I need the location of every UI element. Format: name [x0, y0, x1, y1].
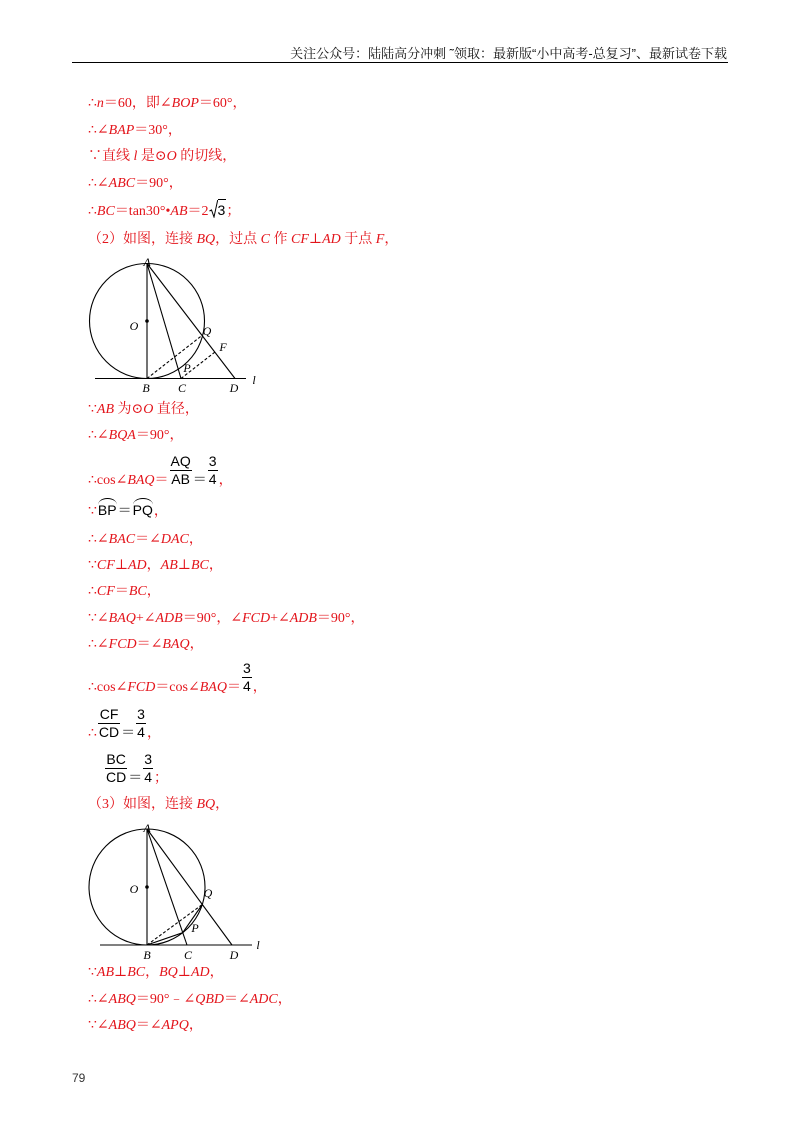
fraction-denominator: 4: [137, 724, 145, 740]
text-run: +∠: [135, 611, 156, 626]
text-run: ，: [146, 558, 161, 573]
text-run: ∵: [88, 402, 97, 417]
text-run: ＝90°，: [135, 428, 184, 443]
math-variable: ADC: [249, 992, 278, 1007]
fraction: [242, 660, 252, 695]
solution-line: [88, 453, 233, 490]
point-label-o: O: [129, 882, 139, 896]
math-variable: BC: [127, 965, 146, 980]
text-run: ＝60，即∠: [103, 96, 172, 111]
radical-stroke: [209, 201, 218, 218]
math-variable: BOP: [171, 96, 199, 111]
text-run: ，: [208, 558, 223, 573]
text-run: ，: [277, 992, 292, 1007]
text-run: ∴: [88, 584, 97, 599]
page-header: [290, 45, 727, 62]
math-variable: ABQ: [108, 992, 136, 1007]
point-label-a: A: [143, 821, 151, 835]
text-run: ，: [153, 504, 168, 519]
math-variable: BQ: [196, 797, 216, 812]
math-variable: BAQ: [162, 637, 190, 652]
fraction: [143, 751, 153, 786]
point-label-f: F: [219, 340, 227, 354]
math-variable: CF: [96, 558, 115, 573]
fraction-numerator: CF: [99, 706, 119, 722]
math-variable: O: [143, 402, 154, 417]
text-run: ＝30°，: [134, 123, 182, 138]
solution-line: [88, 531, 203, 549]
figure-1: [80, 250, 270, 400]
radicand: 3: [218, 199, 227, 218]
math-variable: C: [260, 232, 271, 247]
math-variable: DAC: [160, 532, 189, 547]
text-run: ＝90°，: [316, 611, 365, 626]
math-variable: BAQ: [127, 473, 155, 488]
arc-notation: BP: [97, 502, 117, 518]
segment-ad: [147, 829, 232, 945]
fraction-numerator: 3: [242, 660, 251, 676]
math-variable: BAQ: [108, 611, 136, 626]
segment-ad: [147, 264, 235, 379]
text-run: ∴cos∠: [88, 473, 128, 488]
center-point-o: [145, 319, 149, 323]
math-variable: BQA: [108, 428, 136, 443]
fraction-numerator: 3: [137, 706, 145, 722]
text-run: ∴cos∠: [88, 680, 128, 695]
solution-line: [88, 175, 183, 193]
math-variable: FCD: [242, 611, 271, 626]
math-variable: ADB: [155, 611, 183, 626]
segment-bp: [147, 933, 183, 945]
text-run: ＝cos∠: [155, 680, 200, 695]
text-run: ，: [252, 680, 267, 695]
segment-ac: [147, 829, 187, 945]
text-run: ，: [189, 637, 204, 652]
text-run: ＝∠: [223, 992, 250, 1007]
point-label-q: Q: [203, 886, 213, 900]
fraction-denominator: 4: [242, 678, 251, 694]
point-label-p: P: [191, 921, 199, 935]
solution-line: [88, 796, 229, 814]
text-run: （2）如图，连接: [88, 232, 197, 247]
text-run: ∴: [88, 726, 97, 741]
math-variable: APQ: [161, 1018, 189, 1033]
math-variable: ADB: [289, 611, 317, 626]
text-run: 于点: [340, 232, 376, 247]
text-run: ∵: [88, 965, 97, 980]
fraction: [136, 706, 146, 741]
text-run: ∵直线: [88, 149, 134, 164]
text-run: ，过点: [215, 232, 261, 247]
fraction-denominator: CD: [106, 769, 127, 785]
text-run: （3）如图，连接: [88, 797, 197, 812]
text-run: 是⊙: [137, 149, 167, 164]
text-run: ＝: [114, 584, 129, 599]
math-variable: FCD: [108, 637, 137, 652]
text-run: ＝∠: [135, 532, 161, 547]
math-variable: BAC: [108, 532, 136, 547]
text-run: ∵∠: [88, 1018, 109, 1033]
text-run: ＝90°，∠: [182, 611, 243, 626]
text-run: ⊥: [114, 965, 128, 980]
fraction-numerator: BC: [106, 751, 126, 767]
math-variable: O: [166, 149, 177, 164]
radical-sign: [209, 200, 218, 218]
text-run: +∠: [270, 611, 290, 626]
solution-line: [88, 706, 161, 743]
text-run: ，: [218, 473, 233, 488]
math-variable: CF: [96, 584, 115, 599]
fraction: [98, 706, 120, 741]
point-label-d: D: [229, 381, 239, 395]
math-symbol: ＝: [192, 471, 207, 487]
solution-line: [88, 610, 365, 628]
arc-notation: PQ: [132, 502, 153, 518]
math-variable: n: [96, 96, 104, 111]
text-run: ∴: [88, 204, 97, 219]
text-run: ∴∠: [88, 176, 109, 191]
math-variable: F: [375, 232, 385, 247]
text-run: ；: [226, 204, 241, 219]
text-run: ∴∠: [88, 992, 109, 1007]
point-label-q: Q: [202, 324, 212, 338]
math-variable: BC: [128, 584, 147, 599]
point-label-b: B: [143, 948, 151, 962]
fraction: [208, 453, 218, 488]
text-run: ，: [146, 726, 161, 741]
fraction-denominator: 4: [208, 471, 217, 487]
text-run: ＝2: [187, 204, 209, 219]
text-run: ∵∠: [88, 611, 109, 626]
math-variable: BQ: [159, 965, 178, 980]
text-run: ＝∠: [136, 637, 163, 652]
text-run: ＝60°，: [198, 96, 247, 111]
math-variable: AB: [96, 965, 115, 980]
fraction-numerator: 3: [208, 453, 217, 469]
math-variable: l: [133, 149, 138, 164]
text-run: 为⊙: [114, 402, 144, 417]
math-variable: CF: [291, 232, 309, 247]
text-run: ；: [154, 771, 169, 786]
math-variable: BQ: [196, 232, 216, 247]
math-symbol: ＝: [121, 724, 136, 740]
math-variable: BC: [190, 558, 209, 573]
segment-ac: [147, 264, 181, 379]
text-run: 直径，: [153, 402, 199, 417]
text-run: ∴∠: [88, 637, 109, 652]
solution-line: [88, 501, 168, 521]
header-rule: [72, 62, 728, 63]
square-root: [209, 200, 227, 219]
text-run: ∴∠: [88, 123, 109, 138]
point-label-b: B: [142, 381, 150, 395]
text-run: ∴: [88, 96, 97, 111]
math-symbol: ＝: [117, 502, 132, 518]
text-run: ，: [215, 797, 230, 812]
solution-line: [88, 401, 199, 419]
text-run: ∴∠: [88, 532, 109, 547]
solution-line: [88, 95, 246, 113]
text-run: ⊥: [177, 558, 191, 573]
solution-line: [88, 231, 398, 249]
text-run: ＝∠: [135, 1018, 162, 1033]
fraction-numerator: 3: [144, 751, 153, 767]
solution-line: [88, 427, 183, 445]
solution-line: [88, 1017, 203, 1035]
math-variable: BAP: [108, 123, 135, 138]
math-variable: ABQ: [108, 1018, 136, 1033]
text-run: ，: [209, 965, 224, 980]
solution-line: [88, 557, 223, 575]
fraction: [105, 751, 127, 786]
text-run: ，: [384, 232, 399, 247]
fraction-denominator: AB: [171, 471, 190, 487]
text-run: ＝90°，: [135, 176, 183, 191]
solution-line: [104, 751, 168, 788]
math-variable: BAQ: [199, 680, 227, 695]
math-variable: QBD: [195, 992, 224, 1007]
fraction: [170, 453, 192, 488]
text-run: 作: [270, 232, 292, 247]
point-label-p: P: [183, 361, 191, 375]
text-run: ，: [188, 1018, 203, 1033]
text-run: ，: [145, 965, 160, 980]
math-variable: BC: [96, 204, 115, 219]
fraction-numerator: AQ: [170, 453, 191, 469]
text-run: ∵: [88, 558, 97, 573]
text-run: ＝tan30°•: [114, 204, 171, 219]
point-label-c: C: [183, 948, 193, 962]
math-variable: AB: [96, 402, 115, 417]
header-text: 关注公众号：陆陆高分冲刺 ˜领取：最新版“小中高考-总复习”、最新试卷下载: [290, 46, 727, 61]
point-label-o: O: [129, 319, 139, 333]
text-run: ＝: [226, 680, 241, 695]
math-symbol: ＝: [128, 769, 143, 785]
math-variable: AB: [170, 204, 188, 219]
solution-line: [88, 122, 182, 140]
text-run: ＝: [154, 473, 169, 488]
figure-2: [80, 815, 270, 970]
fraction-denominator: CD: [98, 724, 120, 740]
math-variable: ABC: [108, 176, 136, 191]
solution-line: [88, 200, 240, 221]
math-variable: AD: [190, 965, 210, 980]
solution-line: [88, 148, 236, 166]
point-label-c: C: [177, 381, 187, 395]
solution-line: [88, 583, 161, 601]
text-run: ，: [146, 584, 161, 599]
math-variable: FCD: [127, 680, 156, 695]
text-run: ∴∠: [88, 428, 109, 443]
center-point-o: [145, 885, 149, 889]
text-run: ⊥: [114, 558, 128, 573]
text-run: ⊥: [177, 965, 191, 980]
math-variable: AD: [127, 558, 147, 573]
math-variable: AD: [322, 232, 341, 247]
point-label-d: D: [229, 948, 239, 962]
solution-line: [88, 636, 204, 654]
line-label-l: l: [256, 938, 260, 952]
solution-line: [88, 991, 292, 1009]
text-run: ＝90°﹣∠: [135, 992, 196, 1007]
page-number: 79: [72, 1071, 86, 1085]
point-label-a: A: [143, 255, 151, 269]
line-label-l: l: [252, 373, 256, 387]
text-run: ⊥: [308, 232, 323, 247]
text-run: 的切线，: [176, 149, 237, 164]
solution-line: [88, 964, 224, 982]
fraction-denominator: 4: [144, 769, 153, 785]
math-variable: AB: [160, 558, 178, 573]
text-run: ，: [188, 532, 203, 547]
text-run: ∵: [88, 504, 97, 519]
solution-line: [88, 660, 267, 697]
